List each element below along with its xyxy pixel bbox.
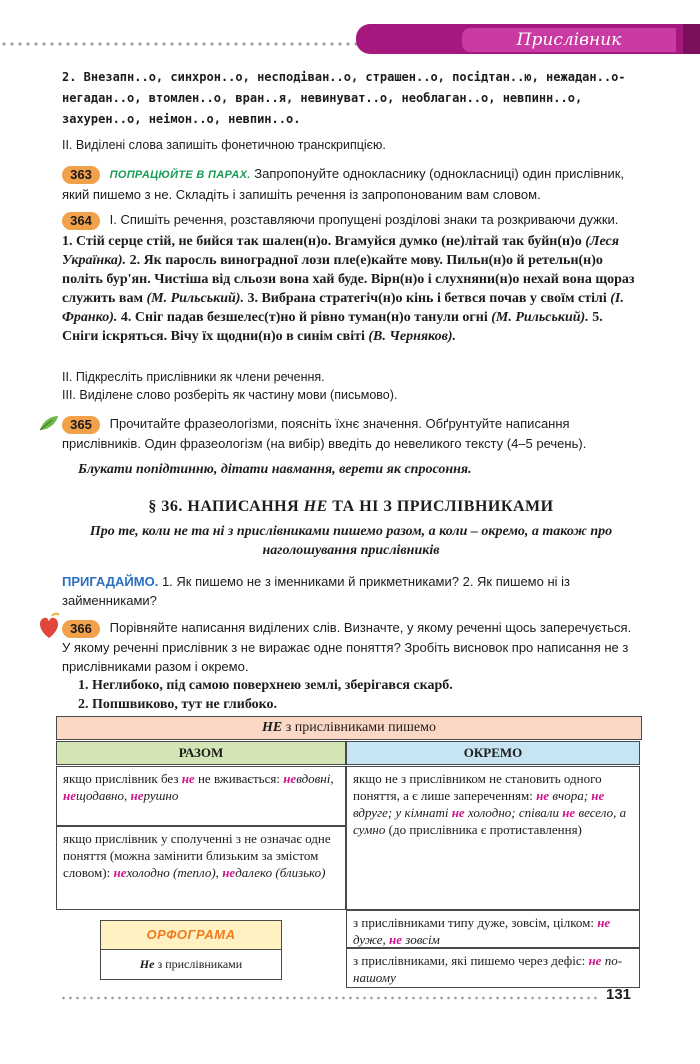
leaf-icon [38,414,60,432]
remember-block [62,572,640,610]
phrases-line: Блукати попідтинню, дітати навмання, верети як спросоння. [78,462,472,477]
rule-example: щодавно [76,788,124,803]
rule-example: вдруге; [353,805,393,820]
rule-text: якщо прислівник у сполученні з не означає одне поняття (можна замінити близьким за змістом словом): [63,831,331,880]
task-text: Запропонуйте однокласнику (однокласниці) один прислівник, який пишемо з не. Складіть і запишіть речення із запропонованим вам словом. [62,166,625,202]
orthogram-body [101,950,281,978]
task-364-intro [62,210,640,230]
task-number-badge: 366 [62,620,100,638]
header-title: Прислівник [462,28,676,52]
rule-example: весело, а сумно [353,805,627,837]
citation: (М. Рильський). [146,291,244,306]
rule-example: вчора; [552,788,589,803]
task-365 [62,414,640,453]
footer-dotted-line [60,996,600,1000]
rule-highlight: не [597,915,611,930]
rule-table-title-text: з прислівниками пишемо [282,720,436,735]
rule-highlight: не [562,805,576,820]
sentence: 1. Стій серце стій, не бийся так шален(н)о. Вгамуйся думко (не)літай так буйн(н)о [62,234,582,249]
task-note: ІІ. Виділені слова запишіть фонетичною транскрипцією. [62,138,386,152]
rule-text: з прислівниками типу дуже, зовсім, цілком: [353,915,594,930]
rule-col-together: РАЗОМ [56,741,346,765]
sentence: 5. Сніги іскряться. Вічу їх щодни(н)о в синім світі [62,310,603,344]
rule-highlight: не [283,771,297,786]
task-363 [62,164,640,204]
task-note: ІІ. Підкресліть прислівники як члени речення. [62,370,325,384]
section-subtitle: Про те, коли не та ні з прислівниками пишемо разом, а коли – окремо, а також про наголошування прислівників [89,524,613,558]
rule-example: вдовні [296,771,331,786]
heart-icon [36,612,62,642]
task-note: ІІІ. Виділене слово розберіть як частину мови (письмово). [62,388,398,402]
citation: (М. Рильський). [491,310,589,325]
rule-highlight: не [588,953,602,968]
rule-example: у кімнаті [395,805,449,820]
page-number: 131 [606,986,632,1003]
rule-highlight: не [222,865,236,880]
rule-example: зовсім [405,932,440,947]
section-title-ni: НІ [359,498,379,515]
section-title-part: § 36. НАПИСАННЯ [148,498,304,515]
rule-col-separate: ОКРЕМО [346,741,640,765]
task-text: Прочитайте фразеологізми, поясніть їхнє значення. Обґрунтуйте написання прислівників. Один фразеологізм (на вибір) введіть до невеликого тексту (4–5 речень). [62,416,587,451]
sentence: 3. Вибрана стратегіч(н)о кінь і бетвся почав у своїм стілі [247,291,607,306]
citation: (Леся Українка). [62,234,619,268]
word-list: 2. Внезапн..о, синхрон..о, несподіван..о, страшен..о, посідтан..ю, нежадан..о-негадан..о, втомлен..о, вран..я, невинуват..о, необлаган..о, невпинн..о, захурен..о, неімон..о, невпин..о. [62,70,626,126]
task-364-sentences [62,232,640,346]
rule-example: холодно (тепло), [126,865,219,880]
task-number-badge: 363 [62,166,100,184]
pair-work-caption: ПОПРАЦЮЙТЕ В ПАРАХ. [109,169,251,181]
task-366 [62,618,640,676]
rule-text: якщо прислівник без [63,771,182,786]
citation: (В. Черняков). [368,329,457,344]
section-title-part: З ПРИСЛІВНИКАМИ [378,498,554,515]
rule-cell-together-2 [56,826,346,910]
rule-highlight: не [389,932,403,947]
orthogram-ne: Не [139,957,155,971]
rule-example: співали [518,805,559,820]
example-sentence: 1. Неглибоко, під самою поверхнею землі, зберігався скарб. [78,678,453,693]
remember-text: 1. Як пишемо не з іменниками й прикметниками? 2. Як пишемо ні із займенниками? [62,574,570,608]
remember-label: ПРИГАДАЙМО. [62,574,159,589]
rule-cell-together-1: якщо прислівник без не не вживається: невдовні, нещодавно, нерушно [56,766,346,826]
rule-cell-separate-2 [346,910,640,948]
rule-cell-separate-3 [346,948,640,988]
task-text: І. Спишіть речення, розставляючи пропущені розділові знаки та розкриваючи дужки. [109,212,619,227]
rule-highlight: не [451,805,465,820]
rule-example: рушно [143,788,179,803]
rule-highlight: не [591,788,605,803]
rule-cell-separate-1 [346,766,640,910]
rule-example: по-нашому [353,953,623,985]
rule-highlight: не [63,788,76,803]
sentence: 2. Як паросль виноградної лози пле(е)кайте мову. Пильн(н)о й ретельн(н)о політь бур'ян. Чистіша від сльози вона хай буде. Вірн(н)о і слухняни(н)о нехай вона щораз служить вам [62,253,635,306]
rule-highlight: не [181,771,195,786]
rule-example: далеко (близько) [235,865,326,880]
rule-text: з прислівниками, які пишемо через дефіс: [353,953,586,968]
rule-highlight: не [536,788,550,803]
citation: (І. Франко). [62,291,624,325]
rule-text: (до прислівника є протиставлення) [388,822,582,837]
orthogram-box [100,920,282,980]
orthogram-text: з прислівниками [154,957,243,971]
sentence: 4. Сніг падав безшелес(т)но й рівно туман(н)о танули огні [120,310,488,325]
rule-example: холодно; [467,805,516,820]
rule-table-title-ne: НЕ [262,720,283,735]
rule-table-title [56,716,642,740]
rule-text: якщо не з прислівником не становить одного поняття, а є лише запереченням: [353,771,602,803]
task-text: Порівняйте написання виділених слів. Визначте, у якому реченні щось заперечується. У якому реченні прислівник з не виражає одне поняття? Зробіть висновок про написання не з прислівниками разом і окремо. [62,620,632,674]
task-number-badge: 365 [62,416,100,434]
example-sentence: 2. Попшвиково, тут не глибоко. [78,697,278,712]
orthogram-title: ОРФОГРАМА [101,921,281,950]
rule-highlight: не [113,865,127,880]
section-title [62,498,640,516]
header-cap [683,24,700,54]
rule-text: не вживається: [194,771,284,786]
section-title-part: ТА [327,498,360,515]
task-number-badge: 364 [62,212,100,230]
section-title-ne: НЕ [303,498,328,515]
rule-example: дуже, [353,932,386,947]
rule-highlight: не [130,788,144,803]
